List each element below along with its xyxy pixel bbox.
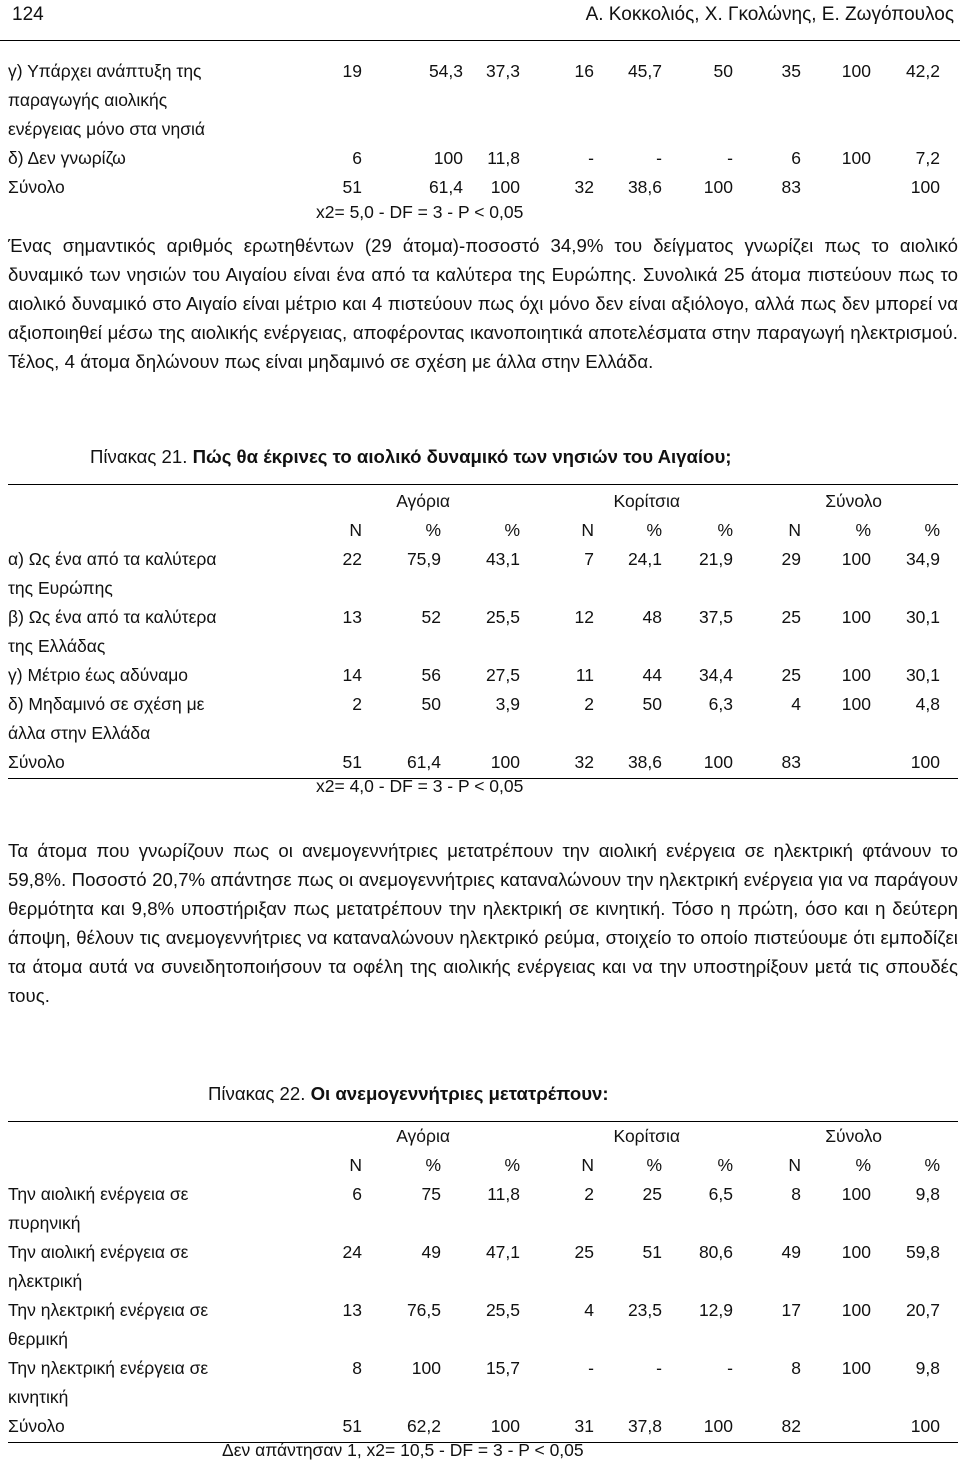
table22-cell: 49: [781, 1242, 801, 1262]
table21-group-header: Κορίτσια: [613, 491, 680, 511]
table22-cell: 4: [584, 1300, 594, 1320]
table22-cell: 15,7: [485, 1358, 520, 1378]
table22-row-label: Σύνολο: [8, 1416, 65, 1436]
table20_tail-cell: 61,4: [428, 177, 463, 197]
table21-cell: 14: [342, 665, 362, 685]
table22-cell: 9,8: [915, 1358, 940, 1378]
table-22-caption-label: Πίνακας 22.: [208, 1083, 306, 1104]
table22-cell: 59,8: [905, 1242, 940, 1262]
table20_tail-cell: -: [588, 148, 594, 168]
paragraph-1: Ένας σημαντικός αριθμός ερωτηθέντων (29 άτομα)-ποσοστό 34,9% του δείγματος γνωρίζει πως το αιολικό δυναμικό των νησιών του Αιγαίου είναι ένα από τα καλύτερα της Ευρώπης. Συνολικά 25 άτομα πιστεύουν πως το αιολικό δυναμικό στο Αιγαίο είναι μέτριο και 4 πιστεύουν πως όχι μόνο δεν είναι αξιόλογο, αλλά πως δεν μπορεί να αξιοποιηθεί μέσω της αιολικής ενέργειας, αποφέροντας ικανοποιητικά αποτελέσματα στην παραγωγή ηλεκτρισμού. Τέλος, 4 άτομα δηλώνουν πως είναι μηδαμινό σε σχέση με άλλα στην Ελλάδα.: [8, 235, 958, 372]
table22-cell: 17: [781, 1300, 801, 1320]
table22-subheader: %: [504, 1155, 520, 1175]
table22-group-header: Σύνολο: [825, 1126, 882, 1146]
table20_tail-cell: 42,2: [905, 61, 940, 81]
table21-cell: 13: [342, 607, 362, 627]
table22-cell: 8: [791, 1184, 801, 1204]
table21-cell: 27,5: [485, 665, 520, 685]
table21-subheader: N: [581, 520, 594, 540]
table20_tail-cell: 19: [342, 61, 362, 81]
table20_tail-cell: 100: [910, 177, 940, 197]
table22-cell: 24: [342, 1242, 362, 1262]
table21-cell: 22: [342, 549, 362, 569]
table22-row-label: Την αιολική ενέργεια σε: [8, 1184, 189, 1204]
table-21-top-rule: [8, 484, 958, 485]
table20_tail-cell: 51: [342, 177, 362, 197]
table20_tail-row-label: Σύνολο: [8, 177, 65, 197]
table22-cell: 11,8: [487, 1184, 520, 1204]
table20_tail-cell: -: [727, 148, 733, 168]
table21-cell: 7: [584, 549, 594, 569]
table21-group-header: Σύνολο: [825, 491, 882, 511]
table22-cell: 9,8: [915, 1184, 940, 1204]
table21-cell: 83: [781, 752, 801, 772]
table-21-caption-label: Πίνακας 21.: [90, 446, 188, 467]
table22-cell: 25,5: [485, 1300, 520, 1320]
table20_tail-cell: 32: [574, 177, 594, 197]
table-21-caption-text: Πώς θα έκρινες το αιολικό δυναμικό των νησιών του Αιγαίου;: [192, 446, 732, 467]
table21-cell: 50: [642, 694, 662, 714]
table22-cell: 8: [352, 1358, 362, 1378]
table22-cell: 47,1: [485, 1242, 520, 1262]
table22-subheader: %: [425, 1155, 441, 1175]
table-22-stats: Δεν απάντησαν 1, x2= 10,5 - DF = 3 - P < 0,05: [222, 1440, 584, 1460]
table21-subheader: N: [788, 520, 801, 540]
table20_tail-cell: 16: [574, 61, 594, 81]
paragraph-2: Τα άτομα που γνωρίζουν πως οι ανεμογεννήτριες μετατρέπουν την αιολική ενέργεια σε ηλεκτρική φτάνουν το 59,8%. Ποσοστό 20,7% απάντησε πως οι ανεμογεννήτριες καταναλώνουν την ηλεκτρική ενέργεια για να παράγουν θερμότητα και 9,8% υποστήριξαν πως μετατρέπουν την ηλεκτρική σε κινητική. Τόσο η πρώτη, όσο και η δεύτερη άποψη, θέλουν τις ανεμογεννήτριες να καταναλώνουν ηλεκτρικό ρεύμα, στοιχείο το οποίο πιστεύουμε ότι εμποδίζει τα άτομα αυτά να συνειδητοποιήσουν τα οφέλη της αιολικής ενέργειας και να την υποστηρίξουν μετά τις σπουδές τους.: [8, 840, 958, 1006]
table22-cell: 100: [490, 1416, 520, 1436]
table21-cell: 6,3: [708, 694, 733, 714]
table22-cell: 100: [910, 1416, 940, 1436]
table20_tail-row-label: γ) Υπάρχει ανάπτυξη της: [8, 61, 202, 81]
table-22-caption: [208, 1083, 609, 1105]
table22-cell: 62,2: [406, 1416, 441, 1436]
table21-subheader: %: [924, 520, 940, 540]
table-22-top-rule: [8, 1121, 958, 1122]
table20_tail-row-label: δ) Δεν γνωρίζω: [8, 148, 126, 168]
table21-row-label: β) Ως ένα από τα καλύτερα: [8, 607, 217, 627]
table21-subheader: %: [717, 520, 733, 540]
table21-cell: 100: [841, 607, 871, 627]
table20_tail-row-label: ενέργειας μόνο στα νησιά: [8, 119, 206, 139]
table21-cell: 2: [352, 694, 362, 714]
table21-subheader: %: [504, 520, 520, 540]
table22-cell: 31: [574, 1416, 594, 1436]
table21-cell: 52: [421, 607, 441, 627]
table21-cell: 50: [421, 694, 441, 714]
table21-row-label: άλλα στην Ελλάδα: [8, 723, 151, 743]
table22-subheader: N: [349, 1155, 362, 1175]
table22-cell: 8: [791, 1358, 801, 1378]
table21-cell: 100: [841, 665, 871, 685]
table22-subheader: N: [788, 1155, 801, 1175]
table22-cell: 23,5: [627, 1300, 662, 1320]
table20_tail-cell: -: [656, 148, 662, 168]
table21-row-label: της Ελλάδας: [8, 636, 106, 656]
table21-cell: 75,9: [406, 549, 441, 569]
table22-subheader: %: [717, 1155, 733, 1175]
table22-cell: 49: [421, 1242, 441, 1262]
table21-cell: 44: [642, 665, 662, 685]
table-21-caption: [90, 446, 731, 468]
table20_tail-cell: 7,2: [915, 148, 940, 168]
table20_tail-cell: 100: [841, 61, 871, 81]
table-20-stats: x2= 5,0 - DF = 3 - P < 0,05: [316, 202, 524, 222]
table21-subheader: %: [425, 520, 441, 540]
table21-subheader: %: [646, 520, 662, 540]
table-21-stats: x2= 4,0 - DF = 3 - P < 0,05: [316, 776, 524, 796]
running-header-authors: Α. Κοκκολιός, Χ. Γκολώνης, Ε. Ζωγόπουλος: [585, 4, 954, 25]
table20_tail-cell: 100: [841, 148, 871, 168]
table22-cell: 76,5: [406, 1300, 441, 1320]
table21-cell: 25: [781, 607, 801, 627]
table-22-caption-text: Οι ανεμογεννήτριες μετατρέπουν:: [310, 1083, 609, 1104]
table21-cell: 100: [841, 549, 871, 569]
table21-cell: 100: [703, 752, 733, 772]
table22-subheader: %: [924, 1155, 940, 1175]
table21-group-header: Αγόρια: [396, 491, 450, 511]
table22-cell: 100: [841, 1300, 871, 1320]
table21-cell: 100: [490, 752, 520, 772]
table21-subheader: %: [855, 520, 871, 540]
table22-row-label: ηλεκτρική: [8, 1271, 83, 1291]
table21-row-label: της Ευρώπης: [8, 578, 113, 598]
table21-cell: 61,4: [406, 752, 441, 772]
table22-row-label: Την ηλεκτρική ενέργεια σε: [8, 1300, 209, 1320]
table21-cell: 51: [342, 752, 362, 772]
table22-cell: 75: [421, 1184, 441, 1204]
table22-cell: 2: [584, 1184, 594, 1204]
table20_tail-cell: 100: [703, 177, 733, 197]
table21-cell: 24,1: [627, 549, 662, 569]
table22-row-label: κινητική: [8, 1387, 69, 1407]
table22-group-header: Κορίτσια: [613, 1126, 680, 1146]
table22-cell: 25: [574, 1242, 594, 1262]
table22-cell: 100: [841, 1242, 871, 1262]
table21-subheader: N: [349, 520, 362, 540]
table21-cell: 100: [841, 694, 871, 714]
table21-row-label: α) Ως ένα από τα καλύτερα: [8, 549, 217, 569]
running-header: [0, 0, 960, 41]
table21-cell: 3,9: [495, 694, 520, 714]
table22-subheader: %: [855, 1155, 871, 1175]
table21-cell: 43,1: [485, 549, 520, 569]
table22-row-label: Την αιολική ενέργεια σε: [8, 1242, 189, 1262]
table22-cell: 6: [352, 1184, 362, 1204]
table20_tail-cell: 6: [352, 148, 362, 168]
table20_tail-cell: 11,8: [487, 148, 520, 168]
table21-cell: 37,5: [698, 607, 733, 627]
table21-row-label: δ) Μηδαμινό σε σχέση με: [8, 694, 205, 714]
table22-cell: 82: [781, 1416, 801, 1436]
table21-cell: 56: [421, 665, 441, 685]
table20_tail-cell: 37,3: [485, 61, 520, 81]
table22-cell: 12,9: [698, 1300, 733, 1320]
page-number: 124: [12, 4, 44, 25]
table21-cell: 4: [791, 694, 801, 714]
table22-row-label: πυρηνική: [8, 1213, 81, 1233]
table22-cell: -: [588, 1358, 594, 1378]
table22-subheader: N: [581, 1155, 594, 1175]
table21-cell: 48: [642, 607, 662, 627]
table21-cell: 30,1: [905, 607, 940, 627]
table21-cell: 2: [584, 694, 594, 714]
table22-cell: 100: [411, 1358, 441, 1378]
table22-cell: 100: [841, 1358, 871, 1378]
table21-row-label: γ) Μέτριο έως αδύναμο: [8, 665, 189, 685]
table21-cell: 30,1: [905, 665, 940, 685]
table21-cell: 29: [781, 549, 801, 569]
table20_tail-row-label: παραγωγής αιολικής: [8, 90, 168, 110]
table20_tail-cell: 38,6: [627, 177, 662, 197]
table21-cell: 4,8: [915, 694, 940, 714]
table22-cell: 25: [642, 1184, 662, 1204]
table21-cell: 11: [575, 665, 594, 685]
table22-cell: 37,8: [627, 1416, 662, 1436]
table20_tail-cell: 6: [791, 148, 801, 168]
table22-cell: 51: [642, 1242, 662, 1262]
table21-cell: 25,5: [485, 607, 520, 627]
table22-cell: 100: [703, 1416, 733, 1436]
table22-cell: 80,6: [698, 1242, 733, 1262]
table22-row-label: Την ηλεκτρική ενέργεια σε: [8, 1358, 209, 1378]
table22-cell: 13: [342, 1300, 362, 1320]
table21-cell: 34,9: [905, 549, 940, 569]
table20_tail-cell: 45,7: [627, 61, 662, 81]
table20_tail-cell: 83: [781, 177, 801, 197]
table21-cell: 100: [910, 752, 940, 772]
table21-row-label: Σύνολο: [8, 752, 65, 772]
table21-cell: 32: [574, 752, 594, 772]
table21-cell: 25: [781, 665, 801, 685]
table20_tail-cell: 54,3: [428, 61, 463, 81]
table22-cell: -: [656, 1358, 662, 1378]
table22-subheader: %: [646, 1155, 662, 1175]
table21-cell: 38,6: [627, 752, 662, 772]
table22-cell: 51: [342, 1416, 362, 1436]
table22-cell: 6,5: [708, 1184, 733, 1204]
table22-cell: -: [727, 1358, 733, 1378]
table20_tail-cell: 35: [781, 61, 801, 81]
table22-group-header: Αγόρια: [396, 1126, 450, 1146]
table20_tail-cell: 50: [713, 61, 733, 81]
table21-cell: 34,4: [698, 665, 733, 685]
table20_tail-cell: 100: [490, 177, 520, 197]
table22-cell: 20,7: [905, 1300, 940, 1320]
table22-cell: 100: [841, 1184, 871, 1204]
table22-row-label: θερμική: [8, 1329, 68, 1349]
table20_tail-cell: 100: [433, 148, 463, 168]
table21-cell: 21,9: [698, 549, 733, 569]
table21-cell: 12: [574, 607, 594, 627]
